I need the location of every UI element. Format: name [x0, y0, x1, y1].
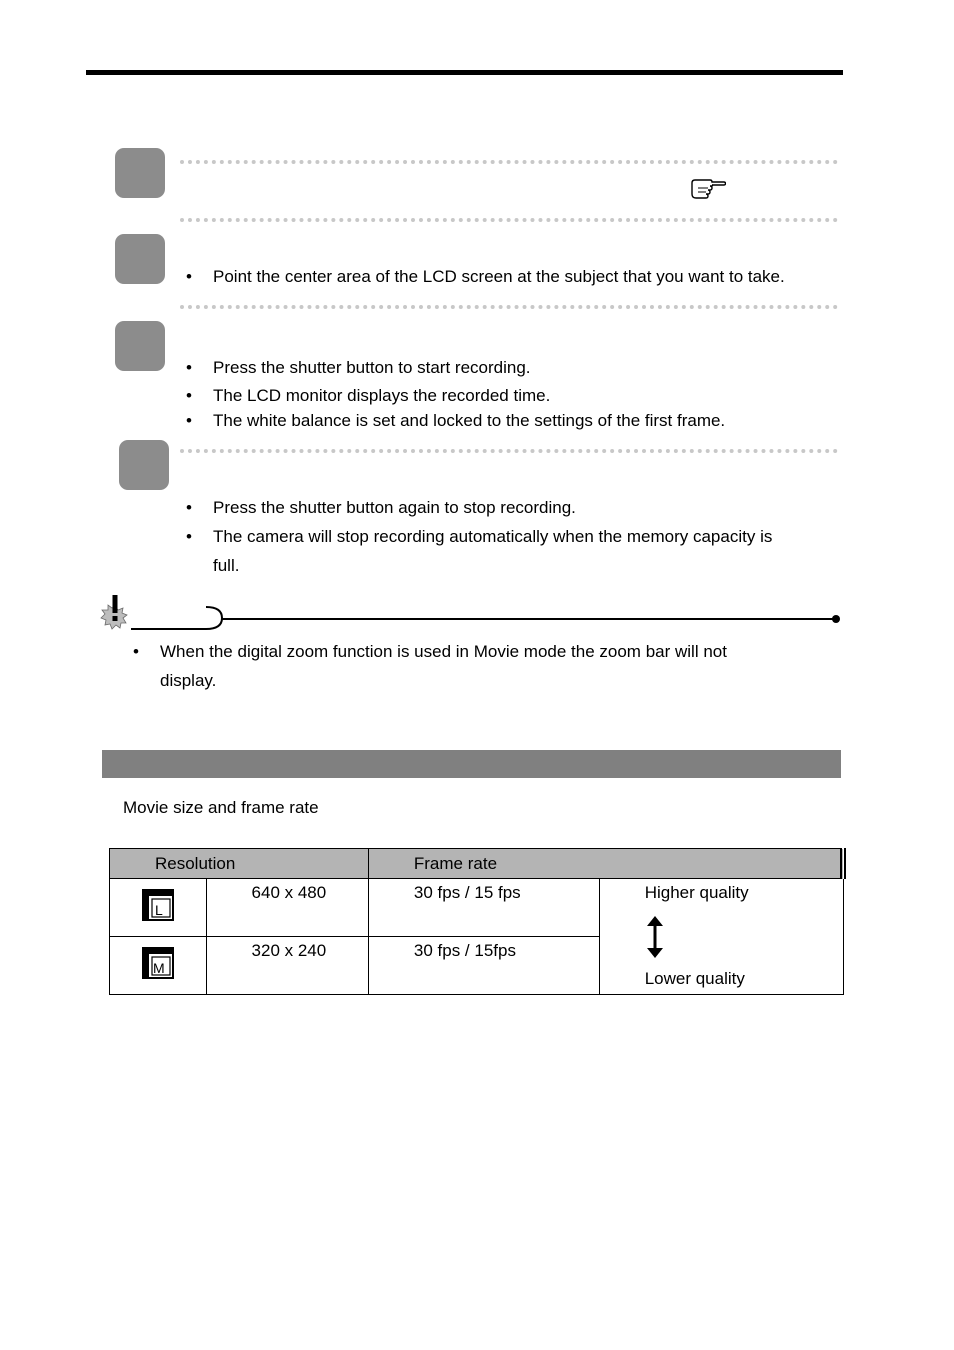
quality-high-label: Higher quality — [644, 883, 749, 902]
bullet-mark: • — [186, 386, 192, 405]
table-header-row — [110, 849, 844, 879]
step-4-text: The camera will stop recording automatically when the memory capacity is — [213, 527, 773, 546]
section-intro: Movie size and frame rate — [123, 798, 319, 817]
bullet-mark: • — [186, 527, 192, 546]
step-3-text: The LCD monitor displays the recorded time. — [213, 386, 551, 405]
bullet-mark: • — [186, 498, 192, 517]
dotted-divider — [180, 160, 838, 164]
step-2-text: Point the center area of the LCD screen at the subject that you want to take. — [213, 267, 785, 286]
step-3-marker — [115, 321, 165, 371]
frame-rate-value: 30 fps / 15 fps — [368, 879, 599, 937]
header-frame-rate: Frame rate — [368, 849, 843, 879]
step-4-text: full. — [213, 556, 240, 575]
svg-text:M: M — [152, 960, 165, 976]
bullet-mark: • — [133, 642, 139, 661]
note-text: When the digital zoom function is used in Movie mode the zoom bar will not — [160, 642, 727, 661]
resolution-icon-cell — [110, 937, 207, 995]
dotted-divider — [180, 218, 838, 222]
resolution-table — [109, 848, 846, 995]
frame-rate-value: 30 fps / 15fps — [368, 937, 599, 995]
step-2-marker — [115, 234, 165, 284]
resolution-icon-cell — [110, 879, 207, 937]
note-text: display. — [160, 671, 217, 690]
quality-cell — [599, 879, 843, 995]
step-3-text: The white balance is set and locked to the settings of the first frame. — [213, 411, 726, 430]
table-row — [110, 879, 844, 937]
step-1-marker — [115, 148, 165, 198]
quality-low-label: Lower quality — [644, 969, 745, 988]
movie-size-medium-icon — [142, 947, 174, 979]
bullet-mark: • — [186, 358, 192, 377]
step-4-marker — [119, 440, 169, 490]
section-title-bar — [102, 750, 841, 778]
step-4-text: Press the shutter button again to stop recording. — [213, 498, 576, 517]
note-header — [98, 592, 844, 634]
up-down-arrow-icon — [646, 915, 664, 959]
step-3-text: Press the shutter button to start recording. — [213, 358, 531, 377]
resolution-value: 640 x 480 — [206, 879, 368, 937]
bullet-mark: • — [186, 267, 192, 286]
dotted-divider — [180, 305, 838, 309]
movie-size-large-icon — [142, 889, 174, 921]
header-resolution: Resolution — [110, 849, 369, 879]
caution-icon — [101, 595, 127, 629]
header-rule — [86, 70, 843, 75]
bullet-mark: • — [186, 411, 192, 430]
resolution-value: 320 x 240 — [206, 937, 368, 995]
svg-text:L: L — [154, 902, 163, 918]
dotted-divider — [180, 449, 838, 453]
pointing-hand-icon — [690, 178, 726, 200]
